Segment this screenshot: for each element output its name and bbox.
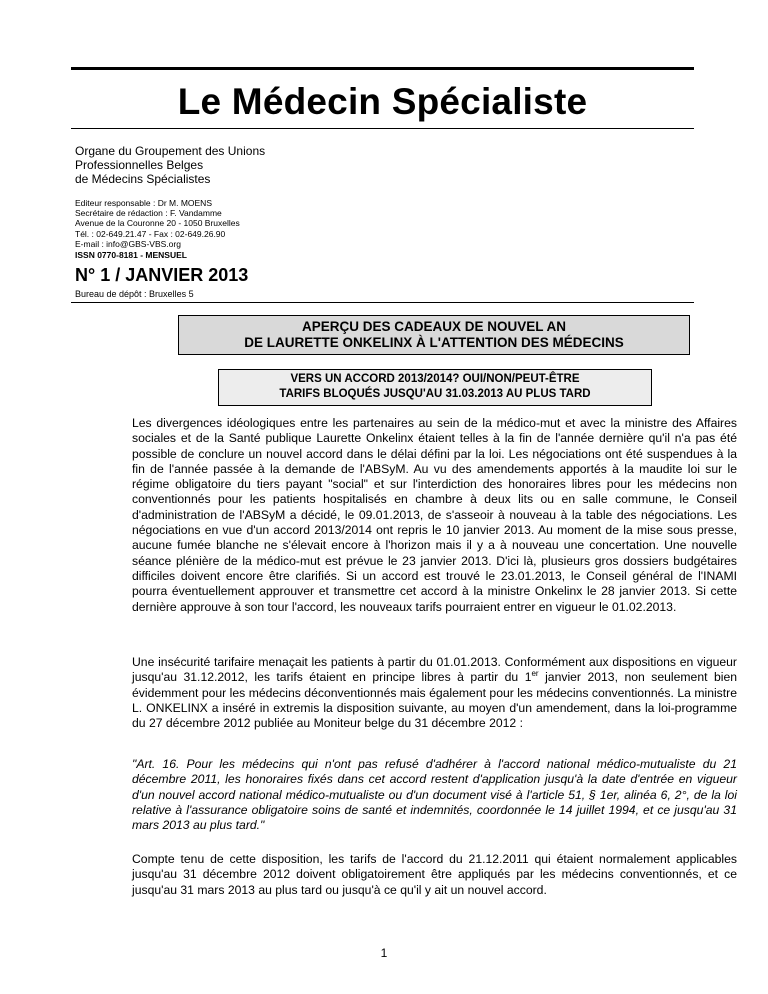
organization-line: Professionnelles Belges (75, 158, 204, 172)
editor-line: Tél. : 02-649.21.47 - Fax : 02-649.26.90 (75, 228, 226, 239)
headline-box (178, 315, 690, 355)
editor-line: Avenue de la Couronne 20 - 1050 Bruxelles (75, 218, 240, 229)
editor-line: Editeur responsable : Dr M. MOENS (75, 198, 212, 208)
subheadline-box (218, 369, 652, 406)
superscript: er (531, 669, 539, 679)
headline-line: APERÇU DES CADEAUX DE NOUVEL AN (301, 319, 567, 334)
body-paragraph (132, 655, 737, 731)
paragraph-text: janvier 2013, non seulement bien évidemment pour les médecins déconventionnés mais également pour les médecins conventionnés. La ministre L. ONKELINX a inséré in extremis la disposition suivante, au moyen d'un amendement, dans la loi-programme du 27 décembre 2012 publiée au Moniteur belge du 31 décembre 2012 : (132, 670, 738, 731)
issue-number: N° 1 / JANVIER 2013 (75, 265, 249, 285)
issn: ISSN 0770-8181 - MENSUEL (75, 250, 187, 260)
body-paragraph: Compte tenu de cette disposition, les tarifs de l'accord du 21.12.2011 qui étaient normalement applicables jusqu'au 31 décembre 2012 doivent obligatoirement être appliqués par les médecins conventionnés, et ce jusqu'au 31 mars 2013 au plus tard ou jusqu'à ce qu'il y ait un nouvel accord. (132, 852, 737, 897)
bureau-depot: Bureau de dépôt : Bruxelles 5 (75, 289, 194, 299)
law-quote: "Art. 16. Pour les médecins qui n'ont pas refusé d'adhérer à l'accord national médico-mutualiste du 21 décembre 2011, les honoraires fixés dans cet accord restent d'application jusqu'à la date d'entrée en vigueur d'un nouvel accord national médico-mutualiste ou d'un document visé à l'article 51, § 1er, alinéa 6, 2°, de la loi relative à l'assurance obligatoire soins de santé et indemnités, coordonnée le 14 juillet 1994, et ce jusqu'au 31 mars 2013 au plus tard." (132, 757, 737, 833)
organization-block (75, 144, 265, 186)
header-divider (71, 302, 694, 303)
subheadline-line: TARIFS BLOQUÉS JUSQU'AU 31.03.2013 AU PLUS TARD (279, 388, 591, 400)
editor-line: Secrétaire de rédaction : F. Vandamme (75, 208, 222, 219)
page-number: 1 (380, 946, 388, 960)
subheadline-line: VERS UN ACCORD 2013/2014? OUI/NON/PEUT-ÊTRE (290, 373, 580, 385)
body-paragraph: Les divergences idéologiques entre les partenaires au sein de la médico-mut et avec la ministre des Affaires sociales et de la Santé publique Laurette Onkelinx étaient telles à la fin de l'année dernière qu'il n'a pas été possible de conclure un nouvel accord dans le délai défini par la loi. Les négociations ont été suspendues à la fin de l'année passée à la demande de l'ABSyM. Au vu des amendements apportés à la maudite loi sur le régime obligatoire du tiers payant "social" et sur l'interdiction des honoraires libres pour les médecins non conventionnés pour les patients hospitalisés en chambre à deux lits ou en salle commune, le Conseil d'administration de l'ABSyM a décidé, le 09.01.2013, de s'asseoir à nouveau à la table des négociations. Les négociations en vue d'un accord 2013/2014 ont repris le 10 janvier 2013. Au moment de la mise sous presse, aucune fumée blanche ne s'élevait encore à l'horizon mais il y a à nouveau une concertation. Une nouvelle séance plénière de la médico-mut est prévue le 23 janvier 2013. D'ici là, plusieurs gros dossiers budgétaires difficiles doivent encore être clarifiés. Si un accord est trouvé le 23.01.2013, le Conseil général de l'INAMI pourra éventuellement approuver et transmettre cet accord à la ministre Onkelinx le 28 janvier 2013. Si cette dernière approuve à son tour l'accord, les nouveaux tarifs pourraient entrer en vigueur le 01.02.2013. (132, 416, 737, 614)
masthead-title: Le Médecin Spécialiste (177, 81, 588, 122)
paragraph-text: Une insécurité tarifaire menaçait les patients à partir du 01.01.2013. Conformément aux dispositions en vigueur jusqu'au 31.12.2012, les tarifs étaient en principe libres à partir du 1 (132, 655, 737, 685)
editorial-block (75, 198, 240, 249)
headline-line: DE LAURETTE ONKELINX À L'ATTENTION DES MÉDECINS (244, 335, 624, 350)
organization-line: Organe du Groupement des Unions (75, 144, 266, 158)
organization-line: de Médecins Spécialistes (75, 172, 211, 186)
masthead-bottom-rule (71, 128, 694, 129)
masthead-top-rule (71, 67, 694, 70)
editor-email: E-mail : info@GBS-VBS.org (75, 238, 181, 249)
